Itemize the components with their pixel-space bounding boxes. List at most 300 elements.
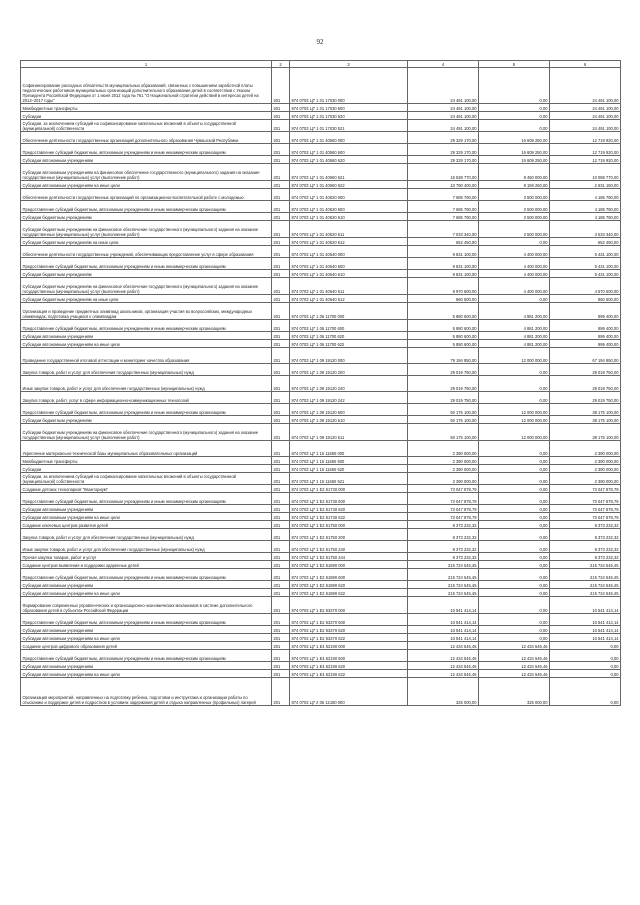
header-cell: 6 — [550, 61, 621, 68]
row-classification-code: 874 0703 Ц7 1 09 19120 200 — [290, 364, 408, 376]
row-amount-republic: 8 373 232,32 — [550, 553, 621, 561]
row-amount-total: 652 450,00 — [408, 238, 479, 246]
row-classification-code: 874 0703 Ц7 1 E2 53370 000 — [290, 597, 408, 614]
row-name: Софинансирование расходных обязательств муниципальных образований, связанных с повышением заработной платы педагогических работников муниципальных организаций дополнительного образования детей в соответствии с Указом Президента Российской Федерации от 1 июня 2012 года № 761 "О Национальной стратегии действий в интересах детей на 2012–2017 годы" — [21, 68, 272, 104]
row-name: Обеспечение деятельности государственных организаций дополнительного образования Чувашской Республики — [21, 132, 272, 144]
row-amount-republic: 24 491 100,00 — [550, 112, 621, 120]
row-classification-code: 874 0703 Ц7 1 E4 52190 620 — [290, 662, 408, 670]
row-classification-code: 874 0703 Ц7 1 15 11660 000 — [290, 441, 408, 457]
row-amount-republic: 24 491 100,00 — [550, 104, 621, 112]
row-amount-total: 8 970 600,00 — [408, 278, 479, 295]
row-code: 201 — [272, 120, 290, 132]
row-amount-total: 73 047 878,79 — [408, 485, 479, 493]
row-amount-total: 860 500,00 — [408, 295, 479, 303]
row-code: 201 — [272, 221, 290, 238]
row-name: Предоставление субсидий бюджетным, автономным учреждениям и иным некоммерческим организациям — [21, 650, 272, 662]
row-amount-total: 29 019 750,00 — [408, 392, 479, 404]
row-amount-republic: 12 719 920,00 — [550, 156, 621, 164]
row-amount-federal: 0,00 — [479, 597, 550, 614]
row-code: 201 — [272, 634, 290, 642]
row-amount-total: 9 831 100,00 — [408, 270, 479, 278]
row-amount-total: 9 831 100,00 — [408, 246, 479, 258]
row-amount-republic: 0,00 — [550, 662, 621, 670]
row-amount-federal: 0,00 — [479, 561, 550, 569]
row-code: 201 — [272, 144, 290, 156]
row-amount-republic: 5 431 100,00 — [550, 246, 621, 258]
row-amount-federal: 4 400 000,00 — [479, 278, 550, 295]
row-name: Субсидии автономным учреждениям — [21, 662, 272, 670]
row-amount-total: 8 373 232,32 — [408, 541, 479, 553]
row-classification-code: 874 0703 Ц7 1 01 40640 610 — [290, 270, 408, 278]
table-row — [21, 278, 621, 295]
table-row — [21, 529, 621, 541]
row-amount-total: 215 724 545,45 — [408, 581, 479, 589]
row-name: Прочая закупка товаров, работ и услуг — [21, 553, 272, 561]
row-amount-republic: 0,00 — [550, 670, 621, 678]
table-row — [21, 553, 621, 561]
row-amount-total: 7 685 790,00 — [408, 189, 479, 201]
row-amount-federal: 12 434 545,45 — [479, 662, 550, 670]
row-amount-total: 2 390 000,00 — [408, 441, 479, 457]
row-amount-republic: 2 390 000,00 — [550, 465, 621, 473]
row-amount-federal: 3 500 000,00 — [479, 213, 550, 221]
table-row — [21, 485, 621, 493]
row-amount-total: 73 047 878,79 — [408, 493, 479, 505]
table-row — [21, 521, 621, 529]
row-name: Формирование современных управленческих и организационно-экономических механизмов в системе дополнительного образования детей в субъектах Российской Федерации — [21, 597, 272, 614]
row-classification-code: 874 0703 Ц7 1 01 40620 610 — [290, 213, 408, 221]
row-amount-total: 24 491 100,00 — [408, 112, 479, 120]
row-amount-federal: 0,00 — [479, 529, 550, 541]
row-code: 201 — [272, 441, 290, 457]
row-name: Субсидии, за исключением субсидий на софинансирование капитальных вложений в объекты государственной (муниципальной) собственности — [21, 120, 272, 132]
row-amount-federal: 0,00 — [479, 120, 550, 132]
table-row — [21, 238, 621, 246]
row-amount-federal: 0,00 — [479, 505, 550, 513]
row-code: 201 — [272, 424, 290, 441]
row-amount-republic: 0,00 — [550, 650, 621, 662]
row-amount-federal: 0,00 — [479, 521, 550, 529]
row-code: 201 — [272, 493, 290, 505]
row-code: 201 — [272, 457, 290, 465]
row-name: Субсидии бюджетным учреждениям — [21, 416, 272, 424]
row-code: 201 — [272, 278, 290, 295]
row-classification-code: 874 0703 Ц7 1 E2 51890 000 — [290, 561, 408, 569]
row-amount-total: 79 194 850,00 — [408, 348, 479, 364]
row-code: 201 — [272, 270, 290, 278]
table-row — [21, 364, 621, 376]
table-row — [21, 201, 621, 213]
row-amount-republic: 215 724 545,45 — [550, 569, 621, 581]
row-name: Предоставление субсидий бюджетным, автономным учреждениям и иным некоммерческим организациям — [21, 493, 272, 505]
row-classification-code: 874 0703 Ц7 1 E2 51890 600 — [290, 569, 408, 581]
row-amount-federal: 0,00 — [479, 465, 550, 473]
row-amount-republic: 215 724 545,45 — [550, 561, 621, 569]
row-amount-total: 2 390 000,00 — [408, 473, 479, 485]
table-row — [21, 144, 621, 156]
row-amount-total: 10 541 414,14 — [408, 626, 479, 634]
row-amount-total: 7 033 340,00 — [408, 221, 479, 238]
row-name: Субсидии, за исключением субсидий на софинансирование капитальных вложений в объекты государственной (муниципальной) собственности — [21, 473, 272, 485]
row-amount-republic: 2 390 000,00 — [550, 473, 621, 485]
row-amount-republic: 0,00 — [550, 642, 621, 650]
row-amount-republic: 4 185 790,00 — [550, 213, 621, 221]
row-name: Субсидии автономным учреждениям на иные цели — [21, 589, 272, 597]
row-amount-republic: 10 541 414,14 — [550, 597, 621, 614]
row-classification-code: 874 0703 Ц7 1 15 11660 520 — [290, 465, 408, 473]
row-code: 201 — [272, 513, 290, 521]
table-row — [21, 332, 621, 340]
row-code: 201 — [272, 581, 290, 589]
table-row — [21, 340, 621, 348]
row-amount-federal: 4 881 200,00 — [479, 320, 550, 332]
row-classification-code: 874 0703 Ц7 1 01 40620 611 — [290, 221, 408, 238]
row-name: Субсидии бюджетным учреждениям на финансовое обеспечение государственного (муниципального) задания на оказание государственных (муниципальных) услуг (выполнение работ) — [21, 424, 272, 441]
row-code: 201 — [272, 597, 290, 614]
row-amount-federal: 0,00 — [479, 493, 550, 505]
row-name: Субсидии автономным учреждениям — [21, 626, 272, 634]
row-classification-code: 874 0703 Ц7 1 E2 51730 622 — [290, 513, 408, 521]
table-row — [21, 642, 621, 650]
table-row — [21, 104, 621, 112]
row-amount-federal: 0,00 — [479, 295, 550, 303]
table-row — [21, 320, 621, 332]
table-row — [21, 68, 621, 104]
row-amount-federal: 12 000 000,00 — [479, 404, 550, 416]
row-classification-code: 874 0703 Ц7 1 06 11700 622 — [290, 340, 408, 348]
row-name: Предоставление субсидий бюджетным, автономным учреждениям и иным некоммерческим организациям — [21, 320, 272, 332]
row-amount-republic: 38 175 100,00 — [550, 404, 621, 416]
row-code: 201 — [272, 246, 290, 258]
row-amount-republic: 4 570 600,00 — [550, 278, 621, 295]
row-code: 201 — [272, 156, 290, 164]
table-row — [21, 156, 621, 164]
row-amount-republic: 860 500,00 — [550, 295, 621, 303]
row-amount-total: 8 373 232,32 — [408, 529, 479, 541]
row-amount-total: 7 685 790,00 — [408, 201, 479, 213]
row-amount-republic: 10 541 414,14 — [550, 614, 621, 626]
row-code: 201 — [272, 505, 290, 513]
row-code: 201 — [272, 614, 290, 626]
row-name: Закупка товаров, работ и услуг для обеспечения государственных (муниципальных) нужд — [21, 529, 272, 541]
row-amount-federal: 12 434 545,45 — [479, 642, 550, 650]
row-code: 201 — [272, 164, 290, 181]
row-amount-republic: 215 724 545,45 — [550, 581, 621, 589]
row-classification-code: 874 0703 Ц7 1 01 17030 521 — [290, 120, 408, 132]
row-name: Предоставление субсидий бюджетным, автономным учреждениям и иным некоммерческим организациям — [21, 569, 272, 581]
row-name: Субсидии — [21, 112, 272, 120]
row-amount-federal: 12 434 545,45 — [479, 670, 550, 678]
table-row — [21, 634, 621, 642]
row-name: Предоставление субсидий бюджетным, автономным учреждениям и иным некоммерческим организациям — [21, 614, 272, 626]
row-name: Создание центров цифрового образования детей — [21, 642, 272, 650]
row-amount-total: 8 373 232,32 — [408, 553, 479, 561]
row-amount-federal: 0,00 — [479, 614, 550, 626]
row-amount-republic: 999 400,00 — [550, 303, 621, 320]
row-amount-federal: 0,00 — [479, 581, 550, 589]
table-row — [21, 295, 621, 303]
row-code: 201 — [272, 465, 290, 473]
table-row — [21, 404, 621, 416]
row-amount-total: 24 491 100,00 — [408, 68, 479, 104]
row-amount-republic: 4 185 790,00 — [550, 201, 621, 213]
row-amount-federal: 4 881 200,00 — [479, 332, 550, 340]
table-row — [21, 246, 621, 258]
row-amount-federal: 12 000 000,00 — [479, 348, 550, 364]
row-classification-code: 874 0703 Ц7 1 E2 51750 244 — [290, 553, 408, 561]
row-amount-total: 50 175 100,00 — [408, 404, 479, 416]
table-row — [21, 164, 621, 181]
header-cell: 1 — [21, 61, 272, 68]
table-row — [21, 493, 621, 505]
header-cell: 4 — [408, 61, 479, 68]
table-row — [21, 303, 621, 320]
row-amount-republic: 12 719 920,00 — [550, 144, 621, 156]
row-code: 201 — [272, 541, 290, 553]
table-row — [21, 416, 621, 424]
row-amount-federal: 0,00 — [479, 634, 550, 642]
table-row — [21, 541, 621, 553]
row-name: Субсидии автономным учреждениям на иные цели — [21, 670, 272, 678]
row-name: Субсидии бюджетным учреждениям на иные цели — [21, 238, 272, 246]
header-cell: 5 — [479, 61, 550, 68]
row-amount-federal: 0,00 — [479, 376, 550, 392]
table-body — [21, 68, 621, 706]
row-name: Субсидии бюджетным учреждениям на финансовое обеспечение государственного (муниципального) задания на оказание государственных (муниципальных) услуг (выполнение работ) — [21, 221, 272, 238]
row-code: 201 — [272, 589, 290, 597]
row-code: 201 — [272, 112, 290, 120]
row-amount-total: 215 724 545,45 — [408, 569, 479, 581]
row-code: 201 — [272, 238, 290, 246]
row-code: 201 — [272, 132, 290, 144]
row-name: Закупка товаров, работ и услуг для обеспечения государственных (муниципальных) нужд — [21, 364, 272, 376]
row-name: Предоставление субсидий бюджетным, автономным учреждениям и иным некоммерческим организациям — [21, 144, 272, 156]
row-name: Обеспечение деятельности государственных учреждений, обеспечивающих предоставление услуг в сфере образования — [21, 246, 272, 258]
row-name: Субсидии автономным учреждениям на иные цели — [21, 181, 272, 189]
row-code: 201 — [272, 485, 290, 493]
row-amount-federal: 0,00 — [479, 541, 550, 553]
row-classification-code: 874 0703 Ц7 1 E2 53370 622 — [290, 634, 408, 642]
row-name: Создание ключевых центров развития детей — [21, 521, 272, 529]
row-name: Субсидии автономным учреждениям — [21, 156, 272, 164]
row-amount-federal: 0,00 — [479, 485, 550, 493]
row-amount-total: 10 790 400,00 — [408, 181, 479, 189]
table-row — [21, 424, 621, 441]
row-code: 201 — [272, 68, 290, 104]
row-name: Закупка товаров, работ, услуг в сфере информационно-коммуникационных технологий — [21, 392, 272, 404]
table-row — [21, 120, 621, 132]
row-classification-code: 874 0703 Ц7 1 E2 51730 600 — [290, 493, 408, 505]
row-amount-total: 5 880 600,00 — [408, 340, 479, 348]
row-amount-republic: 2 390 000,00 — [550, 441, 621, 457]
row-amount-federal: 3 500 000,00 — [479, 189, 550, 201]
row-classification-code: 874 0703 Ц7 1 01 40560 000 — [290, 132, 408, 144]
row-amount-total: 215 724 545,45 — [408, 561, 479, 569]
row-amount-republic: 29 019 750,00 — [550, 364, 621, 376]
row-amount-federal: 16 609 250,00 — [479, 144, 550, 156]
row-classification-code: 874 0703 Ц7 1 E4 52190 600 — [290, 650, 408, 662]
row-amount-republic: 67 194 850,00 — [550, 348, 621, 364]
row-code: 201 — [272, 295, 290, 303]
row-name: Предоставление субсидий бюджетным, автономным учреждениям и иным некоммерческим организациям — [21, 258, 272, 270]
row-amount-total: 29 019 750,00 — [408, 364, 479, 376]
table-row — [21, 561, 621, 569]
row-name: Иные закупки товаров, работ и услуг для обеспечения государственных (муниципальных) нужд — [21, 376, 272, 392]
table-row — [21, 569, 621, 581]
row-amount-republic: 24 491 100,00 — [550, 68, 621, 104]
row-name: Субсидии автономным учреждениям — [21, 332, 272, 340]
table-row — [21, 441, 621, 457]
row-amount-federal: 0,00 — [479, 238, 550, 246]
row-amount-federal: 4 400 000,00 — [479, 270, 550, 278]
row-amount-republic: 10 541 414,14 — [550, 634, 621, 642]
row-code: 201 — [272, 181, 290, 189]
row-amount-republic: 73 047 878,79 — [550, 493, 621, 505]
row-code: 201 — [272, 303, 290, 320]
row-name: Межбюджетные трансферты — [21, 104, 272, 112]
row-amount-total: 5 880 600,00 — [408, 320, 479, 332]
row-amount-federal: 12 000 000,00 — [479, 416, 550, 424]
row-amount-federal: 0,00 — [479, 457, 550, 465]
row-amount-total: 29 329 170,00 — [408, 132, 479, 144]
row-classification-code: 874 0703 Ц7 1 01 40560 622 — [290, 181, 408, 189]
row-classification-code: 874 0703 Ц7 1 06 11700 620 — [290, 332, 408, 340]
row-classification-code: 874 0703 Ц7 1 01 40560 620 — [290, 156, 408, 164]
row-amount-federal: 325 000,00 — [479, 678, 550, 706]
row-amount-federal: 12 434 545,45 — [479, 650, 550, 662]
row-name: Межбюджетные трансферты — [21, 457, 272, 465]
row-code: 201 — [272, 553, 290, 561]
table-row — [21, 465, 621, 473]
row-name: Иные закупки товаров, работ и услуг для обеспечения государственных (муниципальных) нужд — [21, 541, 272, 553]
row-amount-federal: 4 881 200,00 — [479, 303, 550, 320]
table-row — [21, 181, 621, 189]
row-classification-code: 874 0703 Ц7 1 01 17030 000 — [290, 68, 408, 104]
row-amount-total: 73 047 878,79 — [408, 505, 479, 513]
row-classification-code: 874 0703 Ц7 1 01 40620 000 — [290, 189, 408, 201]
header-cell: 2 — [272, 61, 290, 68]
row-amount-republic: 999 400,00 — [550, 340, 621, 348]
row-amount-republic: 38 175 100,00 — [550, 416, 621, 424]
row-name: Субсидии автономным учреждениям на иные цели — [21, 340, 272, 348]
row-name: Субсидии бюджетным учреждениям на иные цели — [21, 295, 272, 303]
row-name: Организация и проведение предметных олимпиад школьников, организация участия во всероссийских, международных олимпиадах, подготовка учащихся к олимпиадам — [21, 303, 272, 320]
row-amount-republic: 652 450,00 — [550, 238, 621, 246]
row-code: 201 — [272, 642, 290, 650]
row-amount-total: 8 373 232,32 — [408, 521, 479, 529]
row-code: 201 — [272, 561, 290, 569]
row-code: 201 — [272, 569, 290, 581]
row-amount-total: 7 685 790,00 — [408, 213, 479, 221]
row-name: Субсидии — [21, 465, 272, 473]
row-code: 201 — [272, 662, 290, 670]
row-amount-republic: 24 491 100,00 — [550, 120, 621, 132]
row-classification-code: 874 0703 Ц7 1 01 40620 600 — [290, 201, 408, 213]
table-row — [21, 189, 621, 201]
budget-table — [20, 60, 621, 706]
row-classification-code: 874 0703 Ц7 1 E2 51730 000 — [290, 485, 408, 493]
row-classification-code: 874 0703 Ц7 1 E2 51890 620 — [290, 581, 408, 589]
row-amount-republic: 10 541 414,14 — [550, 626, 621, 634]
row-amount-federal: 4 400 000,00 — [479, 246, 550, 258]
row-amount-total: 2 390 000,00 — [408, 465, 479, 473]
row-amount-federal: 4 881 200,00 — [479, 340, 550, 348]
row-amount-federal: 0,00 — [479, 392, 550, 404]
row-amount-republic: 0,00 — [550, 678, 621, 706]
row-classification-code: 874 0703 Ц7 2 05 12180 000 — [290, 678, 408, 706]
row-amount-federal: 0,00 — [479, 441, 550, 457]
row-amount-federal: 0,00 — [479, 513, 550, 521]
row-name: Создание центров выявления и поддержки одаренных детей — [21, 561, 272, 569]
row-amount-total: 5 880 600,00 — [408, 332, 479, 340]
row-classification-code: 874 0703 Ц7 1 E2 51750 200 — [290, 529, 408, 541]
row-amount-total: 16 538 770,00 — [408, 164, 479, 181]
row-classification-code: 874 0703 Ц7 1 E2 51730 620 — [290, 505, 408, 513]
row-amount-total: 325 000,00 — [408, 678, 479, 706]
row-classification-code: 874 0703 Ц7 1 01 40640 000 — [290, 246, 408, 258]
row-amount-federal: 8 450 000,00 — [479, 164, 550, 181]
row-amount-federal: 0,00 — [479, 104, 550, 112]
row-amount-total: 215 724 545,45 — [408, 589, 479, 597]
row-name: Предоставление субсидий бюджетным, автономным учреждениям и иным некоммерческим организациям — [21, 201, 272, 213]
row-classification-code: 874 0703 Ц7 1 06 11700 600 — [290, 320, 408, 332]
row-classification-code: 874 0703 Ц7 1 09 19120 611 — [290, 424, 408, 441]
table-row — [21, 505, 621, 513]
row-amount-total: 73 047 878,79 — [408, 513, 479, 521]
row-amount-federal: 3 500 000,00 — [479, 201, 550, 213]
row-amount-republic: 4 185 790,00 — [550, 189, 621, 201]
row-amount-total: 10 541 414,14 — [408, 634, 479, 642]
row-classification-code: 874 0703 Ц7 1 01 17030 520 — [290, 112, 408, 120]
row-amount-federal: 0,00 — [479, 473, 550, 485]
table-row — [21, 513, 621, 521]
row-amount-republic: 73 047 878,79 — [550, 513, 621, 521]
row-amount-federal: 0,00 — [479, 589, 550, 597]
table-row — [21, 589, 621, 597]
header-cell: 3 — [290, 61, 408, 68]
row-classification-code: 874 0703 Ц7 1 06 11700 000 — [290, 303, 408, 320]
row-amount-federal: 0,00 — [479, 626, 550, 634]
row-classification-code: 874 0703 Ц7 1 E4 52190 622 — [290, 670, 408, 678]
row-code: 201 — [272, 376, 290, 392]
row-name: Субсидии бюджетным учреждениям на финансовое обеспечение государственного (муниципального) задания на оказание государственных (муниципальных) услуг (выполнение работ) — [21, 278, 272, 295]
row-amount-republic: 5 431 100,00 — [550, 258, 621, 270]
row-code: 201 — [272, 626, 290, 634]
row-classification-code: 874 0703 Ц7 1 E2 53370 620 — [290, 626, 408, 634]
row-amount-federal: 16 609 250,00 — [479, 156, 550, 164]
row-classification-code: 874 0703 Ц7 1 15 11660 500 — [290, 457, 408, 465]
row-amount-republic: 10 088 770,00 — [550, 164, 621, 181]
row-classification-code: 874 0703 Ц7 1 01 40560 621 — [290, 164, 408, 181]
row-classification-code: 874 0703 Ц7 1 01 40640 611 — [290, 278, 408, 295]
row-classification-code: 874 0703 Ц7 1 01 40620 612 — [290, 238, 408, 246]
row-amount-total: 9 831 100,00 — [408, 258, 479, 270]
row-amount-total: 12 434 545,45 — [408, 670, 479, 678]
row-name: Обеспечение деятельности государственных организаций по организационно-воспитательной работе с молодежью — [21, 189, 272, 201]
table-row — [21, 112, 621, 120]
row-amount-federal: 3 500 000,00 — [479, 221, 550, 238]
row-classification-code: 874 0703 Ц7 1 09 19120 610 — [290, 416, 408, 424]
table-row — [21, 581, 621, 589]
row-classification-code: 874 0703 Ц7 1 09 19120 240 — [290, 376, 408, 392]
table-row — [21, 473, 621, 485]
row-amount-republic: 73 047 878,79 — [550, 485, 621, 493]
row-code: 201 — [272, 189, 290, 201]
row-amount-federal: 8 159 250,00 — [479, 181, 550, 189]
table-row — [21, 348, 621, 364]
row-amount-republic: 73 047 878,79 — [550, 505, 621, 513]
row-name: Субсидии бюджетным учреждениям — [21, 213, 272, 221]
